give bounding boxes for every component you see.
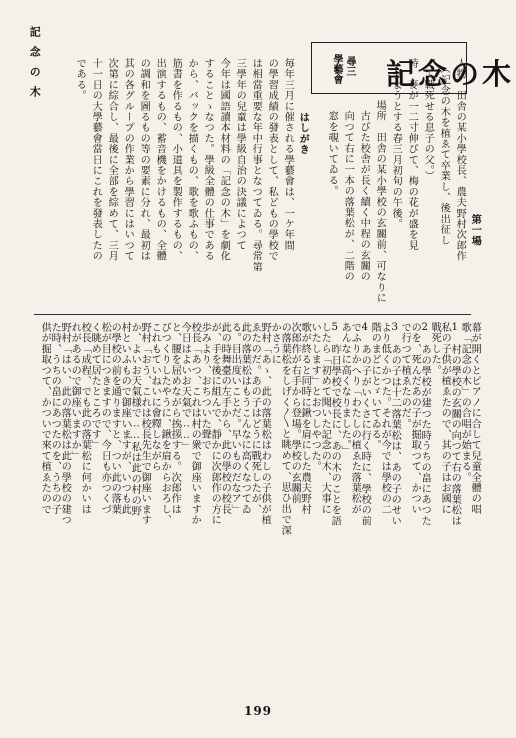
text-column: の調和を圖るもの等の要素に分れ、最初は xyxy=(138,58,150,262)
text-column: 松が目につきますので、今日も亦つくづ xyxy=(99,322,111,515)
running-head: 記念の木 xyxy=(28,26,42,106)
text-column: 1 村の學校の玄關の向つて右の落葉松は xyxy=(449,322,461,527)
text-column: 次第に綜合し、最後に全部を綜めて、三月 xyxy=(106,58,118,262)
text-column: 幕が開くとピアノに合して兒童全體の唱 xyxy=(469,322,481,515)
text-column: 古びた校舎が長く續く中程の玄關の xyxy=(358,100,370,282)
text-column: 村といふもので御座いますが、いつも此 xyxy=(119,322,131,515)
text-column: びつくりしたやうに、鍬を肩からおろし、 xyxy=(159,322,171,526)
title-category-sub: 尋三 xyxy=(344,56,355,76)
text-column: いたします」とおつしやつた。 xyxy=(309,322,321,472)
text-column: せようとする春三月初旬の午後。 xyxy=(390,58,402,230)
text-column: 十一日の大學藝會當日にこれを發表したの xyxy=(90,58,102,262)
text-column: 今年は國語讀本材料の「記念の木」を劇化 xyxy=(218,58,230,262)
text-column: 野村「あゝ、此の落葉松はわしの子供が植 xyxy=(259,322,271,526)
text-column: 歩みより、おちついた聲で xyxy=(199,322,211,451)
heading-hashigaki: はしがき xyxy=(297,112,310,155)
text-column: あんなに高くなりました。」 xyxy=(339,322,351,456)
text-column: と、腰を屈めながら挨拶する。次郎作は xyxy=(169,322,181,515)
text-column: 歌「記念の木」の合唱が始まる。 xyxy=(459,322,471,483)
title-category: 學藝會 xyxy=(331,54,342,84)
text-column: で行つて植ゑたのだ。 xyxy=(399,322,411,429)
text-column: た時、うちの畠にあつたのを、うちの子 xyxy=(49,322,61,515)
text-column: したら「初めて聞いた記念の木、大事に xyxy=(319,322,331,515)
text-column: れがあるので御座いますか」 xyxy=(69,322,81,462)
text-column: 供が掘取つて、かついで來て植ゑたので xyxy=(39,322,51,515)
text-column: 戰死した。 xyxy=(429,322,441,376)
text-column: 向つて右に一本の落葉松が、二階の xyxy=(342,100,354,282)
text-column: 今日はよいお天氣で……」 xyxy=(179,322,191,452)
text-column: 校長「あつ、これは村の衆で御座いますか xyxy=(189,322,201,526)
text-column: て戰死せる息子の父。） xyxy=(422,58,434,182)
text-column: 2 あの學校が建つた時うちの畠にあつた xyxy=(419,322,431,527)
text-column: 其の各グループの作業から學習にはいつて xyxy=(122,58,134,262)
text-column: から、バックを描くもの、歌を歌ふもの、 xyxy=(186,58,198,262)
text-column: 5 昨日學校で校長に、あの木のことを語 xyxy=(329,322,341,527)
text-column: 出演するもの、蓄音機をかけるもの、全體 xyxy=(154,58,166,262)
tier-divider xyxy=(34,314,471,315)
text-column: 三學年の兒童は學級自治の決議によつて xyxy=(234,58,246,251)
text-column: より低くかつた。それが今では學校の二 xyxy=(379,322,391,515)
text-column: 次郎作が右手から登場。學校の玄關前 xyxy=(289,322,301,504)
page-title: 記念の木 xyxy=(386,57,515,91)
text-column: 野村「はい、此の落葉松は此の學校の建つ xyxy=(59,322,71,526)
text-column: 野村「おう、これは校長先生で御座います xyxy=(139,322,151,526)
text-column: 4 あの子がいくさに行く時に、學校の前 xyxy=(359,322,371,527)
text-column: である。 xyxy=(74,58,86,101)
text-column: かさうに xyxy=(269,322,281,365)
text-column: 校長「成程、でも此の落葉松に何かいは xyxy=(79,322,91,515)
text-column: のを、死んだあの子が掘取つて、かつい xyxy=(409,322,421,515)
text-column: （記念の木を植ゑて卒業し、後出征し xyxy=(438,58,450,246)
text-column: 人物 田舎の某小學校長、農夫野村次郎作 xyxy=(454,58,466,262)
text-column: 此の落葉松はもうこんなに高くなつてゐ xyxy=(239,322,251,515)
text-column: 場所 田舎の某小學校の玄關前、可なりに xyxy=(374,100,386,304)
page-number: 199 xyxy=(243,704,273,718)
text-column: ゑたのだ。あの子はどうに戰死したが、 xyxy=(249,322,261,515)
text-column: か、よいお天氣様で……私は此の村の野 xyxy=(129,322,141,517)
text-column: することゝなつた。學級全體の仕事である xyxy=(202,58,214,262)
text-column: く眺めて居たところです」 xyxy=(89,322,101,451)
text-column: が、手を後に組んで、靜かに次郎作の方に xyxy=(209,322,221,526)
text-column: 歌が終ると同時に鍬を肩にした農夫野村 xyxy=(299,322,311,515)
text-column: 時 麥が一二寸伸びて、梅の花が盛を見 xyxy=(406,58,418,251)
text-column: 私の子供が植ゑたので、其の子はお國に xyxy=(439,322,451,515)
text-column: でふりかへり「わたしの植ゑた落葉松が xyxy=(349,322,361,515)
text-column: の學習成績の發表として、私どもの學校で xyxy=(266,58,278,262)
text-column: る。目出度いことだ。早いものだなア」 xyxy=(229,322,241,515)
text-column: これもていねいに會釋しながら xyxy=(149,322,161,472)
text-column: の落葉松をしげく〳〵と眺めて、思ひ出で深 xyxy=(279,322,291,536)
scene-heading: 第一場 xyxy=(469,214,482,247)
text-column: 此の時舞臺の左手から、此の學校の校長 xyxy=(219,322,231,515)
text-column: 毎年三月に催される學藝會は、一ケ年間 xyxy=(282,58,294,251)
text-column: 3 あの子は十二落葉松は、あの子のせい xyxy=(389,322,401,527)
text-column: 階のまどにとゞいてゐる。 xyxy=(369,322,381,451)
text-column: の學校の前を通りますと、つい此の落葉 xyxy=(109,322,121,515)
text-column: 筋書を作るもの、小道具を製作するもの、 xyxy=(170,58,182,262)
text-column: 窓を覗いてゐる。 xyxy=(326,100,338,197)
text-column: は相當重要な年中行事となつてゐる。尋常第 xyxy=(250,58,262,272)
